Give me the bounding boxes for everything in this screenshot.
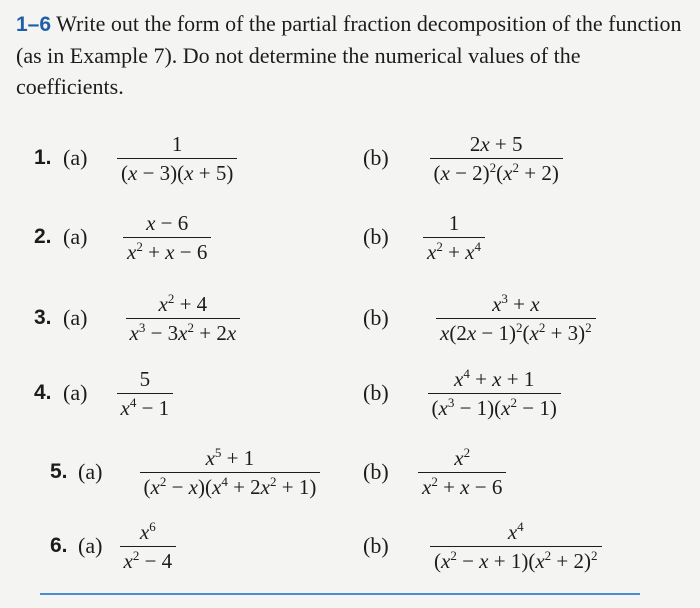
denominator: (x − 3)(x + 5): [121, 160, 234, 185]
instructions: [16, 8, 686, 102]
problem-number: 1.: [34, 146, 52, 169]
numerator: $x^4 + x + 1$: [454, 365, 535, 391]
denominator: $x^3 - 3x^2 + 2x$: [129, 319, 237, 345]
part-label-b: (b): [363, 305, 389, 330]
numerator: $x^5 + 1$: [205, 444, 255, 470]
part-label-a: (a): [63, 224, 88, 249]
numerator: 2x + 5: [469, 131, 523, 156]
numerator: 1: [171, 131, 183, 156]
fraction-a: [117, 367, 174, 420]
part-label-b: (b): [363, 145, 389, 170]
numerator: $x^2 + 4$: [158, 290, 208, 316]
numerator: 5: [139, 366, 151, 391]
numerator: x − 6: [146, 210, 189, 235]
fraction-b: [430, 132, 563, 185]
fraction-a: [126, 292, 241, 345]
denominator: $x^2 + x^4$: [427, 238, 481, 264]
part-label-b: (b): [363, 224, 389, 249]
exercise-range: 1–6: [16, 13, 52, 36]
fraction-b: [430, 520, 602, 573]
problem-number: 3.: [34, 306, 52, 329]
denominator: $(x^2 - x + 1)(x^2 + 2)^2$: [434, 547, 598, 573]
problem-number: 5.: [50, 460, 68, 483]
fraction-b: [418, 446, 506, 499]
part-label-a: (a): [63, 145, 88, 170]
part-label-a: (a): [63, 380, 88, 405]
fraction-b: [423, 211, 485, 264]
numerator: $x^4$: [507, 518, 524, 544]
section-divider: [40, 593, 640, 595]
part-label-a: (a): [78, 459, 103, 484]
denominator: $(x^2 - x)(x^4 + 2x^2 + 1)$: [143, 473, 317, 499]
fraction-a: [123, 211, 211, 264]
fraction-a: [120, 520, 177, 573]
part-label-a: (a): [63, 305, 88, 330]
denominator: $x^2 + x - 6$: [422, 473, 503, 499]
part-label-b: (b): [363, 380, 389, 405]
numerator: $x^2$: [454, 444, 471, 470]
fraction-a: [117, 132, 237, 185]
problem-number: 6.: [50, 534, 68, 557]
denominator: $x^4 - 1$: [120, 394, 170, 420]
problem-number: 2.: [34, 225, 52, 248]
denominator: $x^2 - 4$: [123, 547, 173, 573]
part-label-b: (b): [363, 533, 389, 558]
denominator: $x(2x - 1)^2(x^2 + 3)^2$: [440, 319, 592, 345]
numerator: $x^6$: [139, 518, 156, 544]
numerator: 1: [448, 210, 460, 235]
fraction-b: [428, 367, 561, 420]
instruction-text: Write out the form of the partial fraction decomposition of the function (as in Example 7). Do not determine the numerical values of the coefficients.: [16, 11, 682, 99]
denominator: $(x^3 - 1)(x^2 - 1)$: [431, 394, 557, 420]
part-label-a: (a): [78, 533, 103, 558]
fraction-a: [140, 446, 321, 499]
problem-number: 4.: [34, 381, 52, 404]
part-label-b: (b): [363, 459, 389, 484]
fraction-b: [436, 292, 596, 345]
denominator: $(x - 2)^2(x^2 + 2)$: [433, 159, 559, 185]
numerator: $x^3 + x$: [492, 290, 540, 316]
denominator: $x^2 + x - 6$: [127, 238, 208, 264]
